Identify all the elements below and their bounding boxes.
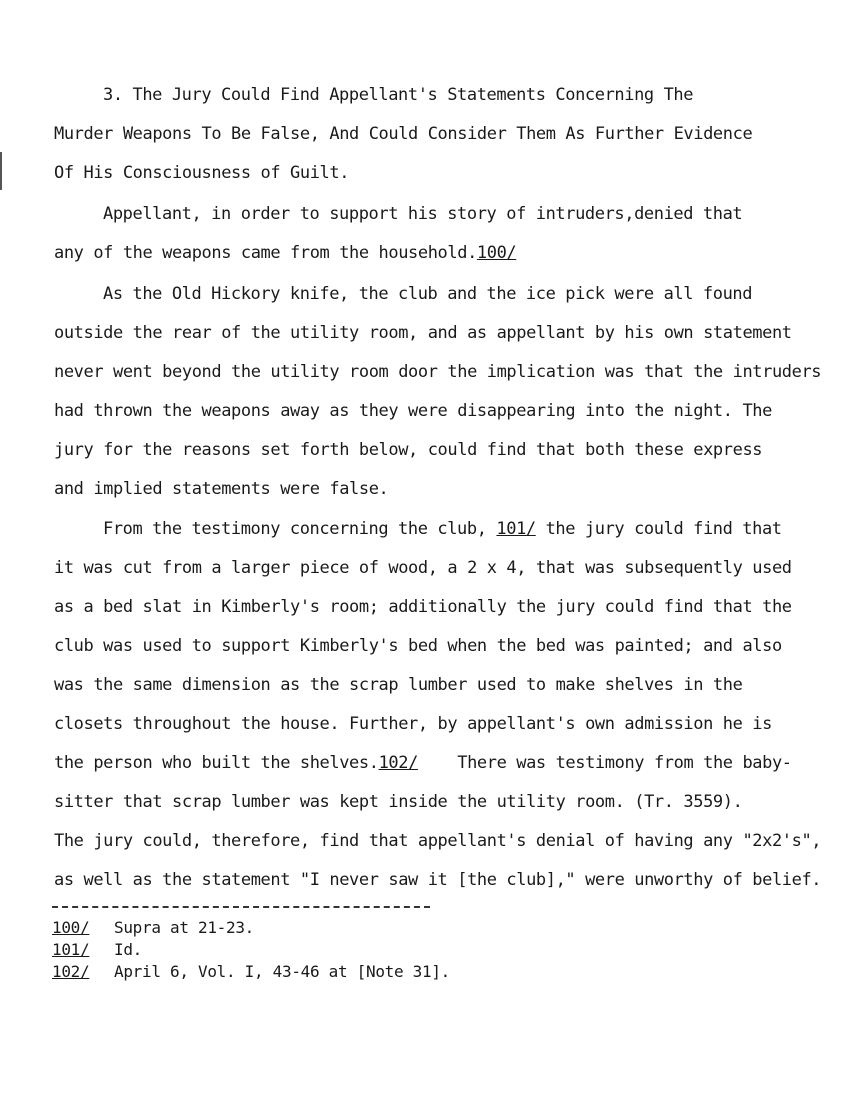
- paragraph-3-line-3: as a bed slat in Kimberly's room; additionally the jury could find that the: [54, 597, 792, 617]
- section-heading-line-2: Murder Weapons To Be False, And Could Consider Them As Further Evidence: [54, 124, 753, 144]
- footnote-102: [52, 962, 450, 982]
- paragraph-3-line-7: [54, 753, 792, 773]
- paragraph-2-line-4: had thrown the weapons away as they were disappearing into the night. The: [54, 401, 772, 421]
- paragraph-3-line-6: closets throughout the house. Further, by appellant's own admission he is: [54, 714, 772, 734]
- paragraph-1-text: any of the weapons came from the household.: [54, 243, 477, 263]
- footnote-text: Supra at 21-23.: [114, 918, 254, 937]
- paragraph-2-line-3: never went beyond the utility room door the implication was that the intruders: [54, 362, 822, 382]
- paragraph-3-line-5: was the same dimension as the scrap lumber used to make shelves in the: [54, 675, 743, 695]
- paragraph-3-line-9: The jury could, therefore, find that appellant's denial of having any "2x2's",: [54, 831, 822, 851]
- margin-mark: [0, 152, 2, 190]
- paragraph-1-line-1: Appellant, in order to support his story of intruders,denied that: [103, 204, 743, 224]
- paragraph-3-text-c: the person who built the shelves.: [54, 753, 379, 773]
- footnote-ref-101: 101/: [496, 519, 536, 539]
- paragraph-2-line-1: As the Old Hickory knife, the club and the ice pick were all found: [103, 284, 753, 304]
- paragraph-3-line-2: it was cut from a larger piece of wood, a 2 x 4, that was subsequently used: [54, 558, 792, 578]
- footnote-number: 100/: [52, 918, 90, 937]
- paragraph-2-line-6: and implied statements were false.: [54, 479, 389, 499]
- footnote-100: [52, 918, 254, 938]
- section-heading-line-3: Of His Consciousness of Guilt.: [54, 163, 350, 183]
- footnote-ref-102: 102/: [378, 753, 418, 773]
- footnote-number: 102/: [52, 962, 90, 981]
- paragraph-3-text-b: the jury could find that: [535, 519, 782, 539]
- paragraph-3-line-4: club was used to support Kimberly's bed when the bed was painted; and also: [54, 636, 782, 656]
- footnote-separator: [52, 906, 430, 908]
- section-heading-line-1: 3. The Jury Could Find Appellant's Statements Concerning The: [103, 85, 694, 105]
- footnote-ref-100: 100/: [476, 243, 517, 263]
- footnote-text: April 6, Vol. I, 43-46 at [Note 31].: [114, 962, 450, 981]
- paragraph-3-line-8: sitter that scrap lumber was kept inside the utility room. (Tr. 3559).: [54, 792, 743, 812]
- paragraph-1-line-2: [54, 243, 516, 263]
- paragraph-3-line-10: as well as the statement "I never saw it [the club]," were unworthy of belief.: [54, 870, 822, 890]
- footnote-number: 101/: [52, 940, 90, 959]
- footnote-text: Id.: [114, 940, 142, 959]
- paragraph-3-line-1: [103, 519, 782, 539]
- footnote-101: [52, 940, 142, 960]
- paragraph-3-text-a: From the testimony concerning the club,: [103, 519, 497, 539]
- paragraph-3-text-d: There was testimony from the baby-: [417, 753, 792, 773]
- paragraph-2-line-2: outside the rear of the utility room, and as appellant by his own statement: [54, 323, 792, 343]
- paragraph-2-line-5: jury for the reasons set forth below, could find that both these express: [54, 440, 763, 460]
